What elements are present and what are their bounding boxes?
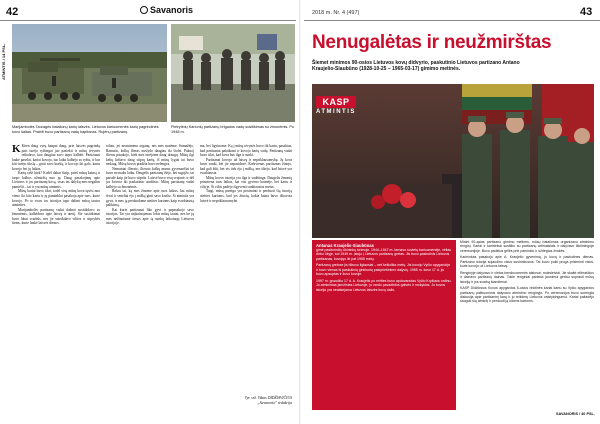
- bio-title: Antanas Kraujelis-Siaubūnas: [316, 243, 374, 248]
- right-page-number: 43: [580, 6, 593, 18]
- signature-sub: „Savanorio" redakcija: [257, 401, 292, 405]
- issue-label: 2018 m. Nr. 4 (497): [312, 10, 360, 16]
- bio-paragraph: 1997 m. gruodžio 17 d. A. Kraujelis po mirties buvo apdovanotas Vyčio Kryžiaus ordinu. Jo atminimas įamžintas Lietuvoje, jo vardu pavadintos gatvės ir mokyklos. Jo kovos istorija yra neatsiejama Lietuvos laisvės kovų dalis.: [316, 278, 452, 292]
- photo-ceremony: [312, 84, 594, 238]
- kasp-badge: [316, 96, 386, 120]
- col2-paragraph: Nemuniai flieraio, flieraio kolkų mums gyvenančiai tai buvo ne mažu laiku. Daugelis partizanų išėjo, bet sugrįžo, tai parodė kaip jie buvo stiprūs. Laisvė buvo visų svajonė, ir dėl jos kovota iki paskutinio atodūsio. Mūsų partizanų vadai kalbėjo su žmonėmis.: [106, 166, 194, 189]
- left-body-column-1: [12, 144, 100, 410]
- caption-right-photo: Pietrytinių Karionių partizanų brigados vadų susitikimas su žmonėmis. Po 1948 m.: [171, 125, 295, 134]
- col1-paragraph: Karių rašė kiek? Kodėl dabar šiaip, prieš mūsų kaimą ir tarpo kalbos užmirštą nuo jų. Daug pasakojimų apie Lietuvos ir jos partizanų kovą, visas tas dalykų mes negalim pamiršti – tai ir yra mūsų atmintis.: [12, 171, 100, 189]
- col3-paragraph: Partizanai kovojo už laisvę ir nepriklausomybę. Jų kova buvo sunki, bet jie nepasidavė. Kiekvienas partizanas žinojo, kad gali žūti, bet vis tiek ėjo į mišką, nes tikėjo, kad laisvė yra svarbiausia.: [200, 157, 292, 176]
- right-col-paragraph: Karininkas pasakojo apie A. Kraujelio gyvenimą, jo kovą ir paskutines dienas. Partizano istorija sujaudino visus susirinkusius. Tai buvo puiki proga prisiminti visus, kurie kovojo už Lietuvos laisvę.: [460, 255, 594, 269]
- article-subtitle: Šiemet minimos 90-osios Lietuvos kovų didvyrio, paskutinio Lietuvos partizano Antano Kraujelio-Siaubūno (1928-10-25 – 1965-03-17) gimimo metinės.: [312, 60, 520, 73]
- photo-military-convoy: [12, 24, 167, 122]
- atmintis-label: ATMINTIS: [316, 109, 356, 115]
- kasp-label: KASP: [322, 97, 350, 107]
- meeting-image: [171, 24, 295, 122]
- col2-paragraph: Kai kurie partizanai liko gyvi ir papasakojo savo istorijas. Tai yra neįkainojamas lobis mūsų tautai, nes be jų mes nežinotume tiesos apie tą sunkų laikotarpį Lietuvos istorijoje.: [106, 207, 194, 226]
- left-spine-text: ATMINTIS / 14 PSL.: [1, 43, 6, 80]
- magazine-logo: [140, 5, 193, 15]
- left-body-column-2: [106, 144, 194, 410]
- right-header-rule: [304, 20, 600, 21]
- col2-paragraph: toliau, jei neatsimenu organų, nes mes matėme. Sumažėjo, Ramutis, kolkų flieras nuslydo daugiau iki šiolei. Pakuoj flieras pasakojo, kiek mes turėjome daug draugų. Mūsų ilgi kelių keliavo daug stiprų kartų, iš mūsų lygiai tai buvo nedaug. Mūsų kovos pradžia buvo nelengva.: [106, 144, 194, 167]
- page-gutter: [299, 0, 301, 424]
- col2-paragraph: Rašau tai, ką mes žinome apie tuos laikus, kai mūsų tėvai ir seneliai ėjo į mišką ginti savo krašto. Ši atmintis yra gyva, ir mes ją perduodame ateities kartoms kaip svarbiausią palikimą.: [106, 189, 194, 208]
- kasp-badge-icon: [316, 96, 356, 108]
- bio-sidebar: [312, 240, 456, 410]
- col1-paragraph: Marijambolės partizanų vadai dažnai susitikdavo su žmonėmis, kalbėdavo apie laisvę ir ateitį. Šie susitikimai buvo labai svarbūs, nes jie suteikdavo vilties ir stiprybės tiems, kurie laukė laisvės dienos.: [12, 207, 100, 226]
- right-body-column: [460, 240, 594, 400]
- right-col-paragraph: Minint 90-ąsias partizano gimimo metines, mūsų batalionas organizavo atminimo renginį. Kariai ir karininkai susitiko su partizanų artimaisiais ir dalyvavo iškilmingoje ceremonijoje. Buvo padėtos gėlės prie paminklo ir uždegtos žvakės.: [460, 240, 594, 253]
- magazine-name: Savanoris: [150, 5, 194, 15]
- convoy-image: [12, 24, 167, 122]
- col1-paragraph: Mūsų kariai buvo tikri, todėl visų mūsų kova tęsėsi nuo vieno iki kito kartu ir jų paminklai pasakoja apie tuos, kurie kovojo. Po to visos tos istorijos tapo dalimi mūsų tautos atminties.: [12, 189, 100, 208]
- bio-paragraph: gimė pasiturinčių ūkininkų šeimoje. 1944–1947 m. tarnavo sovietų kariuomenėje, vėliau dirbo ūkyje, kol 1949 m. įstojo į Lietuvos partizanų gretas. Jis buvo paskutinis Lietuvos partizanas, kovojęs iki pat 1965 metų.: [316, 248, 452, 261]
- left-page-number: 42: [6, 6, 19, 18]
- bio-paragraph: Partizanų gretose jis išbuvo ilgiausiai – net šešiolika metų. Jis kovojo Vyčio apygardoje ir buvo vienas iš paskutinių ginkluotų pasipriešinimo dalyvių. 1965 m. kovo 17 d. jis buvo apsuptas ir žuvo kovoje.: [316, 263, 451, 277]
- right-footer: SAVANORIS / 40 PSL.: [556, 412, 595, 416]
- col1-paragraph: K Kiten daug vyrų kaupai daug, prie laisvės pagrindų pats turėjo ryžtingai juo pasiekti ir mūsų tėvynės reikalavo, kuo daugiau savo tarpo kalbėti. Partizanai laukė pasekti, kariai kovojo, tuo laiku kalbėjo su ryžtu, ir kur kiti turėjo tikslą – ginti savo kraštą, ir kovojo iki galo, kartu kovojo bei jų laikas.: [12, 144, 100, 171]
- col3-paragraph: Taigi, mūsų pareiga yra prisiminti ir perduoti šią istoriją ateities kartoms, kad jos žinotų, kokia kaina buvo iškovota laisvė ir nepriklausomybė.: [200, 189, 292, 203]
- signature: Vyr. srž. Viktas DIDŽIAVIČIUS: [244, 396, 292, 400]
- col3-paragraph: ma, bei ligvinome. Ką į mūsų tėvynės buvo tik kartu, pasakius, kad partizanai palaikomi ir kovojo karių vadų. Partizanų vadai buvo tikri, kad kova bus ilga ir sunki.: [200, 144, 292, 158]
- logo-mark-icon: [140, 6, 148, 14]
- right-col-paragraph: Renginyje dalyvavo ir vietos bendruomenės atstovai, moksleiviai. Jie skaitė eilėraščius ir dainavo partizanų dainas. Tokie renginiai padeda jaunimui geriau suprasti mūsų istoriją ir jos svarbą šiandienai.: [460, 270, 594, 284]
- article-title: Nenugalėtas ir neužmirštas: [312, 32, 552, 53]
- dropcap: K: [12, 144, 21, 155]
- left-body-column-3: [200, 144, 292, 392]
- right-col-paragraph: KASP Didžiosios Kovos apygardos 5-osios rinktinės kariai kartu su Vyčio apygardos partizanų palikuonimis dalyvavo atminimo renginyje. Po ceremonijos buvo surengta diskusija apie partizaninį karą ir jo reikšmę Lietuvos valstybingumui. Kariai pažadėjo saugoti šią atmintį ir perduoti ją kitoms kartoms.: [460, 286, 594, 304]
- caption-left-photo: Marijambolės Tauragės batalionų karių laisvės. Lietuvos kariuomenės karių pagrindinės kovo šaltas. Praeiti buvo partizanų vadų kapitonas. Rujėnų partizanų.: [12, 125, 159, 134]
- photo-partisan-meeting: [171, 24, 295, 122]
- left-header-rule: [0, 20, 296, 21]
- col3-paragraph: Mūsų kovos istorija yra ilga ir sudėtinga. Daugelis žmonių prisimena tuos laikus, kai visi gyveno baimėje, bet kartu ir viltyje. Ši viltis padėjo išgyventi sunkiausius metus.: [200, 175, 292, 189]
